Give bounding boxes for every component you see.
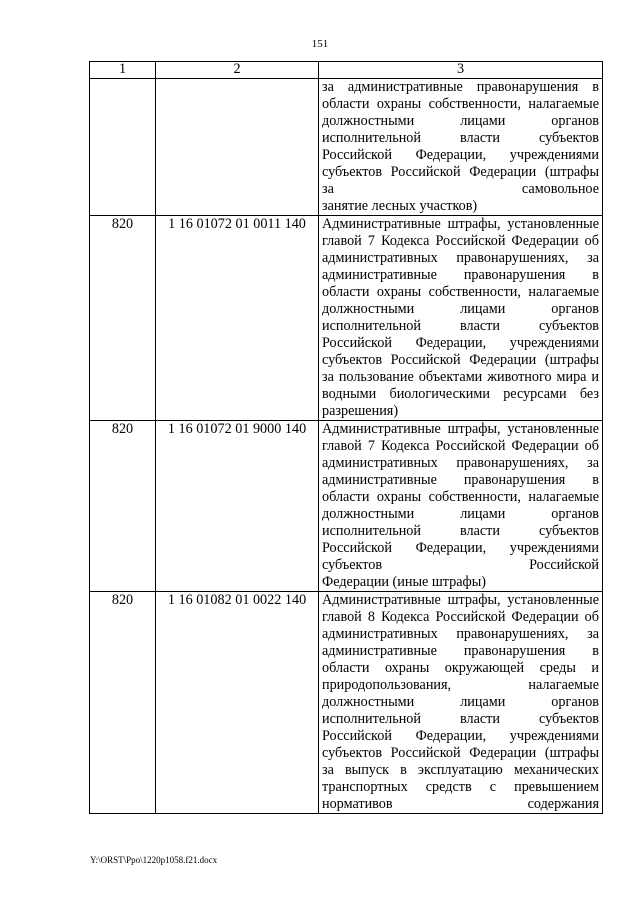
footer-file-path: Y:\ORST\Ppo\1220p1058.f21.docx — [90, 855, 218, 865]
kbk-code-cell: 1 16 01072 01 0011 140 — [156, 216, 319, 421]
admin-code-cell: 820 — [90, 421, 156, 592]
table-row — [90, 79, 603, 216]
table-header-row — [90, 62, 603, 79]
budget-codes-table — [89, 61, 603, 814]
table-row — [90, 216, 603, 421]
admin-code-cell — [90, 79, 156, 216]
kbk-code-cell: 1 16 01082 01 0022 140 — [156, 592, 319, 814]
admin-code-cell: 820 — [90, 216, 156, 421]
description-text: за административные правонарушения в области охраны собственности, налагаемые должностными лицами органов исполнительной власти субъектов Российской Федерации, учреждениями субъектов Российской Федерации (штрафы за самовольное — [322, 79, 599, 197]
description-text: Административные штрафы, установленные главой 7 Кодекса Российской Федерации об административных правонарушениях, за административные правонарушения в области охраны собственности, налагаемые должностными лицами органов исполнительной власти субъектов Российской Федерации, учреждениями субъектов Российской — [322, 421, 599, 573]
kbk-code-cell: 1 16 01072 01 9000 140 — [156, 421, 319, 592]
column-header-3: 3 — [319, 62, 603, 79]
description-last-line: Федерации (иные штрафы) — [322, 574, 486, 590]
description-cell — [319, 421, 603, 592]
kbk-code-cell — [156, 79, 319, 216]
description-cell — [319, 216, 603, 421]
admin-code-cell: 820 — [90, 592, 156, 814]
description-last-line: разрешения) — [322, 403, 399, 419]
table-row — [90, 592, 603, 814]
description-last-line: занятие лесных участков) — [322, 198, 478, 214]
description-text: Административные штрафы, установленные главой 8 Кодекса Российской Федерации об административных правонарушениях, за административные правонарушения в области охраны окружающей среды и природопользования, налагаемые должностными лицами органов исполнительной власти субъектов Российской Федерации, учреждениями субъектов Российской Федерации (штрафы за выпуск в эксплуатацию механических транспортных средств с превышением нормативов содержания — [322, 592, 599, 812]
description-cell — [319, 79, 603, 216]
column-header-1: 1 — [90, 62, 156, 79]
description-cell — [319, 592, 603, 814]
column-header-2: 2 — [156, 62, 319, 79]
description-text: Административные штрафы, установленные главой 7 Кодекса Российской Федерации об административных правонарушениях, за административные правонарушения в области охраны собственности, налагаемые должностными лицами органов исполнительной власти субъектов Российской Федерации, учреждениями субъектов Российской Федерации (штрафы за пользование объектами животного мира и водными биологическими ресурсами без — [322, 216, 599, 402]
table-row — [90, 421, 603, 592]
page-number: 151 — [311, 38, 329, 50]
